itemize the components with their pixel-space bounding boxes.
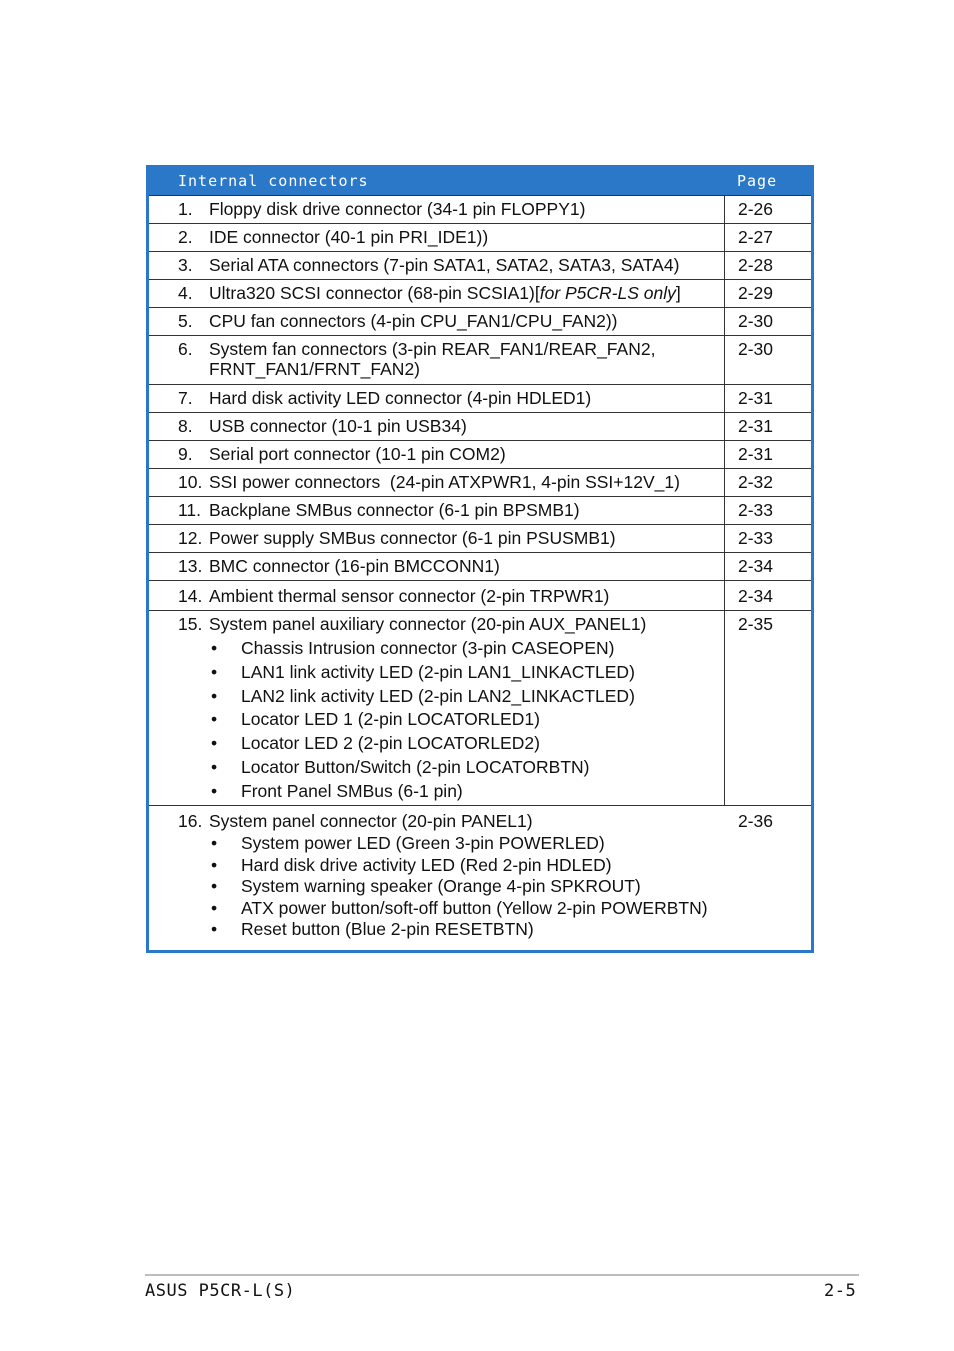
row-page: 2-26 xyxy=(738,199,774,219)
row-number: 16. xyxy=(178,811,203,831)
column-divider xyxy=(724,553,725,580)
bullet-list xyxy=(209,833,708,941)
row-page: 2-32 xyxy=(738,472,774,492)
column-divider xyxy=(724,224,725,251)
list-item: • Hard disk drive activity LED (Red 2-pin HDLED) xyxy=(209,855,708,877)
row-number: 11. xyxy=(178,500,202,520)
list-item: • Locator LED 2 (2-pin LOCATORLED2) xyxy=(209,732,635,756)
row-text: IDE connector (40-1 pin PRI_IDE1)) xyxy=(209,227,489,247)
row-page: 2-31 xyxy=(738,388,774,408)
row-number: 3. xyxy=(178,255,193,275)
table-row xyxy=(149,251,811,279)
table-row xyxy=(149,805,811,950)
row-page: 2-36 xyxy=(738,811,774,831)
row-text: SSI power connectors (24-pin ATXPWR1, 4-pin SSI+12V_1) xyxy=(209,472,680,492)
column-divider xyxy=(724,525,725,552)
row-text: USB connector (10-1 pin USB34) xyxy=(209,416,467,436)
column-divider xyxy=(724,280,725,307)
row-page: 2-30 xyxy=(738,339,774,359)
row-page: 2-31 xyxy=(738,416,774,436)
column-divider xyxy=(724,196,725,223)
row-text: System panel connector (20-pin PANEL1) xyxy=(209,811,533,831)
row-number: 13. xyxy=(178,556,203,576)
row-number: 9. xyxy=(178,444,193,464)
row-text: CPU fan connectors (4-pin CPU_FAN1/CPU_FAN2)) xyxy=(209,311,618,331)
table-header xyxy=(149,165,811,195)
list-item: • System warning speaker (Orange 4-pin SPKROUT) xyxy=(209,876,708,898)
row-number: 14. xyxy=(178,586,203,606)
row-page: 2-29 xyxy=(738,283,774,303)
header-internal-connectors: Internal connectors xyxy=(178,172,369,190)
row-page: 2-35 xyxy=(738,614,774,634)
row-text: Power supply SMBus connector (6-1 pin PSUSMB1) xyxy=(209,528,616,548)
row-number: 7. xyxy=(178,388,193,408)
connectors-table xyxy=(146,165,814,953)
row-text: Floppy disk drive connector (34-1 pin FLOPPY1) xyxy=(209,199,586,219)
row-number: 10. xyxy=(178,472,203,492)
list-item: • Locator Button/Switch (2-pin LOCATORBTN) xyxy=(209,756,635,780)
row-page: 2-28 xyxy=(738,255,774,275)
row-page: 2-31 xyxy=(738,444,774,464)
row-text-end: ] xyxy=(675,283,681,303)
table-row xyxy=(149,580,811,610)
row-page: 2-30 xyxy=(738,311,774,331)
row-page: 2-27 xyxy=(738,227,774,247)
footer-page-number: 2-5 xyxy=(824,1281,857,1301)
table-row xyxy=(149,195,811,223)
table-row xyxy=(149,610,811,805)
column-divider xyxy=(724,385,725,412)
table-row xyxy=(149,384,811,412)
row-text: Serial ATA connectors (7-pin SATA1, SATA2, SATA3, SATA4) xyxy=(209,255,680,275)
column-divider xyxy=(724,308,725,335)
row-number: 4. xyxy=(178,283,193,303)
column-divider xyxy=(724,581,725,610)
table-row xyxy=(149,440,811,468)
column-divider xyxy=(724,413,725,440)
list-item: • System power LED (Green 3-pin POWERLED) xyxy=(209,833,708,855)
column-divider xyxy=(724,441,725,468)
row-text-main: Ultra320 SCSI connector (68-pin SCSIA1)[ xyxy=(209,283,540,303)
list-item: • Locator LED 1 (2-pin LOCATORLED1) xyxy=(209,708,635,732)
table-row xyxy=(149,468,811,496)
list-item: • Front Panel SMBus (6-1 pin) xyxy=(209,780,635,804)
footer-divider xyxy=(145,1274,859,1276)
table-row xyxy=(149,412,811,440)
column-divider xyxy=(724,497,725,524)
row-number: 1. xyxy=(178,199,193,219)
row-text: Ambient thermal sensor connector (2-pin TRPWR1) xyxy=(209,586,610,606)
row-text-line2: FRNT_FAN1/FRNT_FAN2) xyxy=(209,359,420,379)
bullet-list xyxy=(209,637,635,804)
row-number: 6. xyxy=(178,339,193,359)
column-divider xyxy=(724,469,725,496)
row-text: System panel auxiliary connector (20-pin AUX_PANEL1) xyxy=(209,614,647,634)
list-item: • ATX power button/soft-off button (Yellow 2-pin POWERBTN) xyxy=(209,898,708,920)
table-row xyxy=(149,524,811,552)
row-page: 2-34 xyxy=(738,556,774,576)
row-text: System fan connectors (3-pin REAR_FAN1/REAR_FAN2, xyxy=(209,339,656,359)
list-item: • Reset button (Blue 2-pin RESETBTN) xyxy=(209,919,708,941)
row-page: 2-33 xyxy=(738,500,774,520)
row-text: Hard disk activity LED connector (4-pin HDLED1) xyxy=(209,388,592,408)
column-divider xyxy=(724,611,725,805)
row-text xyxy=(209,283,681,304)
table-row xyxy=(149,307,811,335)
row-text: BMC connector (16-pin BMCCONN1) xyxy=(209,556,500,576)
row-number: 2. xyxy=(178,227,193,247)
row-text: Backplane SMBus connector (6-1 pin BPSMB1) xyxy=(209,500,580,520)
list-item: • Chassis Intrusion connector (3-pin CASEOPEN) xyxy=(209,637,635,661)
row-number: 8. xyxy=(178,416,193,436)
row-number: 12. xyxy=(178,528,203,548)
table-row xyxy=(149,552,811,580)
row-text: Serial port connector (10-1 pin COM2) xyxy=(209,444,506,464)
column-divider xyxy=(724,336,725,384)
table-row xyxy=(149,496,811,524)
list-item: • LAN1 link activity LED (2-pin LAN1_LINKACTLED) xyxy=(209,661,635,685)
footer-product-name: ASUS P5CR-L(S) xyxy=(145,1281,296,1301)
row-page: 2-34 xyxy=(738,586,774,606)
row-page: 2-33 xyxy=(738,528,774,548)
list-item: • LAN2 link activity LED (2-pin LAN2_LINKACTLED) xyxy=(209,685,635,709)
header-page: Page xyxy=(737,172,778,190)
table-row xyxy=(149,279,811,307)
row-text-italic: for P5CR-LS only xyxy=(539,283,676,303)
row-number: 5. xyxy=(178,311,193,331)
column-divider xyxy=(724,252,725,279)
table-row xyxy=(149,335,811,384)
table-row xyxy=(149,223,811,251)
row-number: 15. xyxy=(178,614,203,634)
